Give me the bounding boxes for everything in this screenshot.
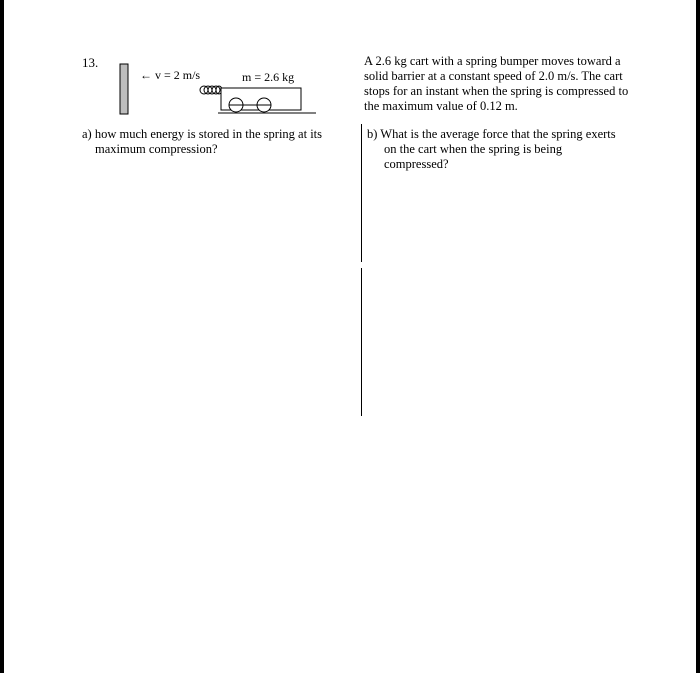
mass-label: m = 2.6 kg xyxy=(242,70,295,84)
cart-diagram xyxy=(118,58,318,118)
problem-number: 13. xyxy=(82,55,99,70)
part-b-line-2: on the cart when the spring is being xyxy=(384,142,563,156)
cart-diagram-drawing xyxy=(118,58,318,118)
barrier-wall xyxy=(120,64,128,114)
spring-icon xyxy=(200,86,222,94)
part-b-question xyxy=(367,127,642,172)
problem-statement: A 2.6 kg cart with a spring bumper moves toward a solid barrier at a constant speed of 2.0 m/s. The cart stops for an instant when the spring is compressed to the maximum value of 0.12 m. xyxy=(364,54,629,113)
velocity-label: ← v = 2 m/s xyxy=(140,68,201,82)
column-divider xyxy=(361,124,362,262)
column-divider-lower xyxy=(361,268,362,416)
part-b-line-3: compressed? xyxy=(384,157,449,171)
part-b-line-1: b) What is the average force that the spring exerts xyxy=(367,127,616,141)
left-border xyxy=(0,0,4,673)
part-a-question xyxy=(82,127,352,157)
part-a-line-2: maximum compression? xyxy=(95,142,218,156)
right-border xyxy=(696,0,700,673)
part-a-line-1: a) how much energy is stored in the spring at its xyxy=(82,127,323,141)
